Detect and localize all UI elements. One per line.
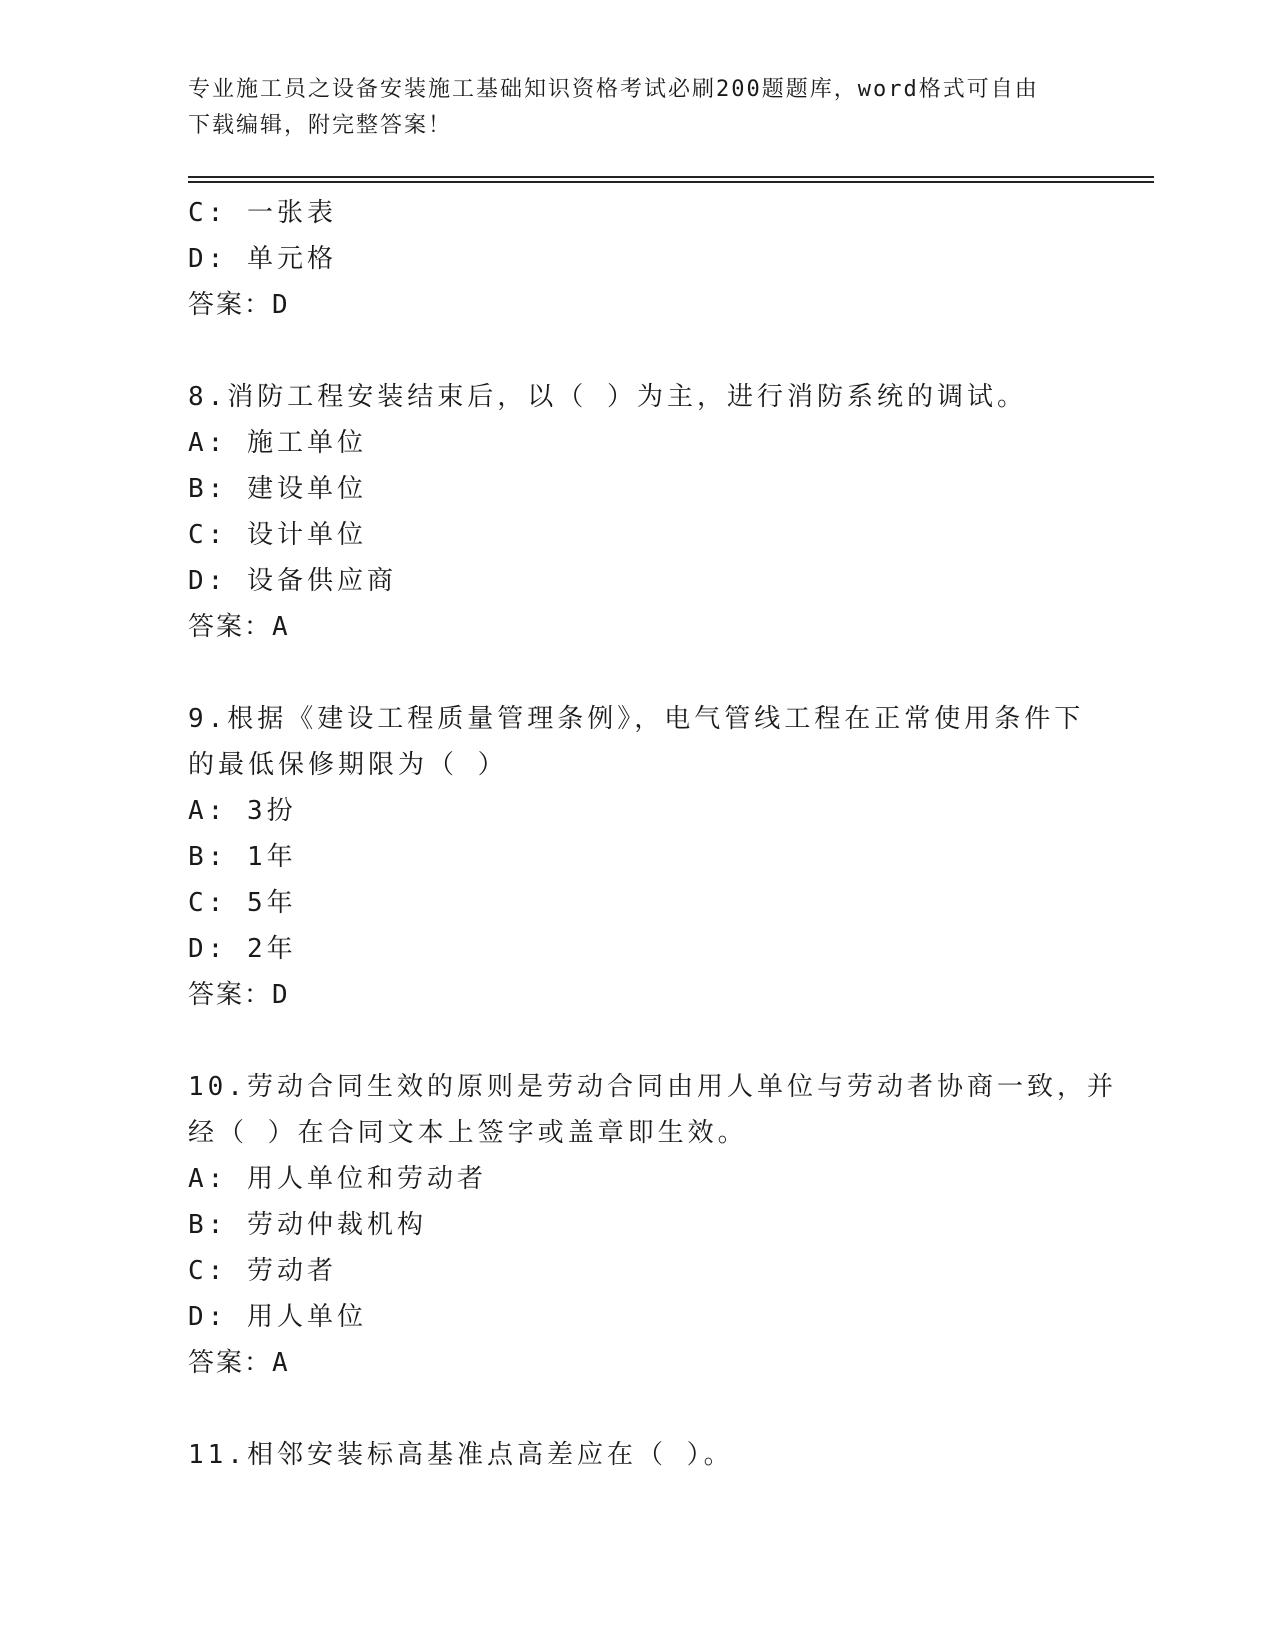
option-b: B: 劳动仲裁机构 bbox=[188, 1210, 427, 1240]
question-text-line-2: 经（ ）在合同文本上签字或盖章即生效。 bbox=[188, 1118, 748, 1148]
question-block-9 bbox=[188, 696, 1088, 1018]
question-text-line-1: 9.根据《建设工程质量管理条例》，电气管线工程在正常使用条件下 bbox=[188, 704, 1085, 734]
answer-line: 答案：A bbox=[188, 612, 290, 642]
option-d: D: 单元格 bbox=[188, 244, 337, 274]
option-c: C: 5年 bbox=[188, 888, 297, 918]
question-text-line-2: 的最低保修期限为（ ） bbox=[188, 750, 508, 780]
option-a: A: 用人单位和劳动者 bbox=[188, 1164, 487, 1194]
question-block-8 bbox=[188, 374, 1088, 650]
header-line-2: 下载编辑，附完整答案！ bbox=[188, 113, 453, 138]
question-text: 11.相邻安装标高基准点高差应在（ ）。 bbox=[188, 1440, 734, 1470]
option-d: D: 用人单位 bbox=[188, 1302, 367, 1332]
question-text-line-1: 10.劳动合同生效的原则是劳动合同由用人单位与劳动者协商一致，并 bbox=[188, 1072, 1117, 1102]
question-block-prev bbox=[188, 190, 1088, 328]
document-header bbox=[188, 72, 1088, 144]
question-block-11 bbox=[188, 1432, 1088, 1478]
question-list bbox=[188, 190, 1117, 1478]
option-c: C: 劳动者 bbox=[188, 1256, 337, 1286]
option-d: D: 设备供应商 bbox=[188, 566, 397, 596]
spacer bbox=[188, 1018, 1088, 1064]
spacer bbox=[188, 650, 1088, 696]
spacer bbox=[188, 328, 1088, 374]
option-a: A: 3扮 bbox=[188, 796, 297, 826]
option-c: C: 一张表 bbox=[188, 198, 337, 228]
spacer bbox=[188, 1386, 1088, 1432]
option-a: A: 施工单位 bbox=[188, 428, 367, 458]
header-divider-bottom bbox=[188, 181, 1154, 183]
option-b: B: 建设单位 bbox=[188, 474, 367, 504]
option-c: C: 设计单位 bbox=[188, 520, 367, 550]
option-b: B: 1年 bbox=[188, 842, 297, 872]
answer-line: 答案：D bbox=[188, 980, 290, 1010]
answer-line: 答案：D bbox=[188, 290, 290, 320]
header-divider-top bbox=[188, 176, 1154, 178]
answer-line: 答案：A bbox=[188, 1348, 290, 1378]
option-d: D: 2年 bbox=[188, 934, 297, 964]
question-text: 8.消防工程安装结束后，以（ ）为主，进行消防系统的调试。 bbox=[188, 382, 1027, 412]
header-line-1: 专业施工员之设备安装施工基础知识资格考试必刷200题题库，word格式可自由 bbox=[188, 77, 1039, 102]
question-block-10 bbox=[188, 1064, 1117, 1386]
